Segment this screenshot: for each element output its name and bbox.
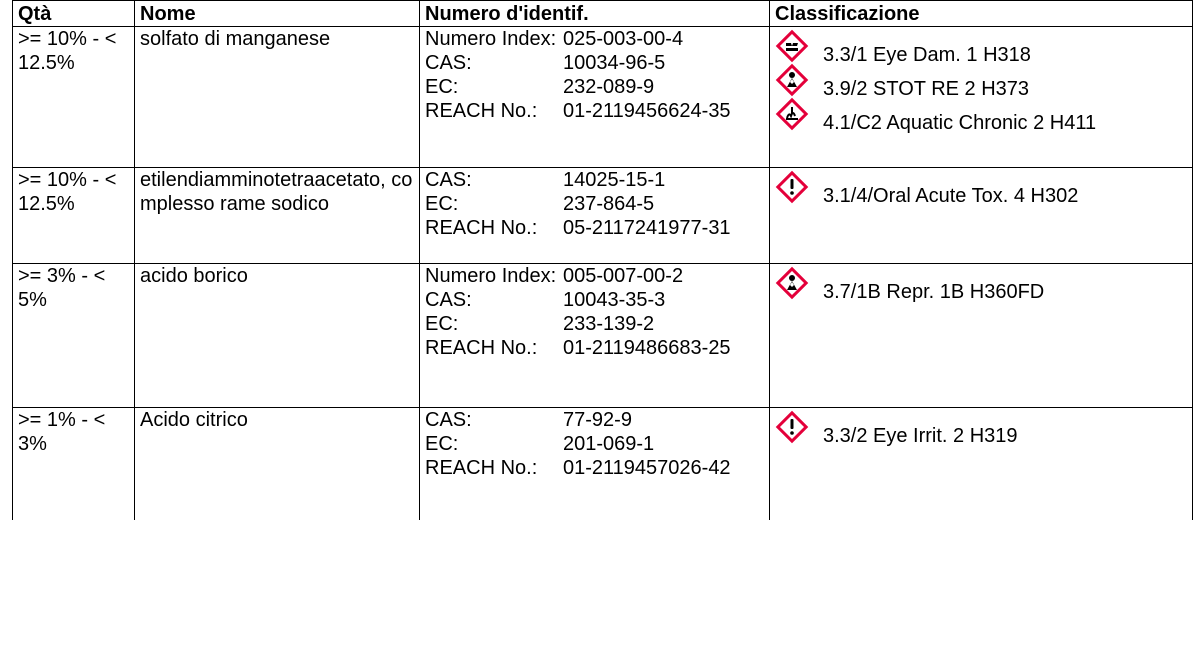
id-value: 01-2119456624-35 — [563, 100, 731, 122]
composition-table — [12, 0, 1193, 520]
id-label: EC: — [425, 76, 459, 98]
hazard-text: 3.9/2 STOT RE 2 H373 — [823, 78, 1030, 100]
nome-cell: acido borico — [135, 264, 420, 408]
classification-cell — [770, 168, 1193, 264]
id-cell — [420, 27, 770, 168]
health-hazard-icon — [775, 266, 809, 300]
id-value: 01-2119457026-42 — [563, 457, 731, 479]
table-row — [13, 27, 1193, 168]
hazard-entry — [775, 27, 1187, 67]
qta-cell: >= 3% - < 5% — [13, 264, 135, 408]
classification-cell — [770, 27, 1193, 168]
id-label: REACH No.: — [425, 217, 538, 239]
id-label: EC: — [425, 193, 459, 215]
table-row — [13, 264, 1193, 408]
id-cell — [420, 408, 770, 520]
classification-cell — [770, 408, 1193, 520]
header-id: Numero d'identif. — [420, 1, 770, 27]
nome-cell: Acido citrico — [135, 408, 420, 520]
hazard-entry — [775, 264, 1187, 304]
id-label: EC: — [425, 433, 459, 455]
id-label: Numero Index: — [425, 265, 557, 287]
nome-cell: solfato di manganese — [135, 27, 420, 168]
id-value: 10043-35-3 — [563, 289, 666, 311]
hazard-text: 3.3/1 Eye Dam. 1 H318 — [823, 44, 1031, 66]
id-label: CAS: — [425, 289, 472, 311]
header-row — [13, 1, 1193, 27]
qta-cell: >= 10% - < 12.5% — [13, 168, 135, 264]
hazard-text: 3.1/4/Oral Acute Tox. 4 H302 — [823, 185, 1079, 207]
corrosion-icon — [775, 29, 809, 63]
health-hazard-icon — [775, 63, 809, 97]
classification-cell — [770, 264, 1193, 408]
id-value: 005-007-00-2 — [563, 265, 684, 287]
id-value: 10034-96-5 — [563, 52, 666, 74]
id-cell — [420, 264, 770, 408]
hazard-text: 3.3/2 Eye Irrit. 2 H319 — [823, 425, 1018, 447]
id-value: 14025-15-1 — [563, 169, 666, 191]
id-label: REACH No.: — [425, 100, 538, 122]
id-value: 025-003-00-4 — [563, 28, 684, 50]
hazard-text: 3.7/1B Repr. 1B H360FD — [823, 281, 1045, 303]
id-value: 05-2117241977-31 — [563, 217, 731, 239]
nome-cell: etilendiamminotetraacetato, complesso rame sodico — [135, 168, 420, 264]
id-value: 237-864-5 — [563, 193, 655, 215]
id-label: EC: — [425, 313, 459, 335]
hazard-text: 4.1/C2 Aquatic Chronic 2 H411 — [823, 112, 1097, 134]
exclamation-icon — [775, 170, 809, 204]
id-label: CAS: — [425, 409, 472, 431]
header-classificazione: Classificazione — [770, 1, 1193, 27]
header-nome: Nome — [135, 1, 420, 27]
hazard-entry — [775, 101, 1187, 135]
id-label: Numero Index: — [425, 28, 557, 50]
id-value: 233-139-2 — [563, 313, 655, 335]
qta-cell: >= 1% - < 3% — [13, 408, 135, 520]
hazard-entry — [775, 168, 1187, 208]
environment-icon — [775, 97, 809, 131]
id-cell — [420, 168, 770, 264]
exclamation-icon — [775, 410, 809, 444]
id-value: 201-069-1 — [563, 433, 655, 455]
id-value: 232-089-9 — [563, 76, 655, 98]
table-row — [13, 168, 1193, 264]
id-label: CAS: — [425, 52, 472, 74]
hazard-entry — [775, 67, 1187, 101]
table-row — [13, 408, 1193, 520]
id-label: CAS: — [425, 169, 472, 191]
id-label: REACH No.: — [425, 337, 538, 359]
qta-cell: >= 10% - < 12.5% — [13, 27, 135, 168]
id-value: 77-92-9 — [563, 409, 632, 431]
hazard-entry — [775, 408, 1187, 448]
id-value: 01-2119486683-25 — [563, 337, 731, 359]
header-qta: Qtà — [13, 1, 135, 27]
id-label: REACH No.: — [425, 457, 538, 479]
